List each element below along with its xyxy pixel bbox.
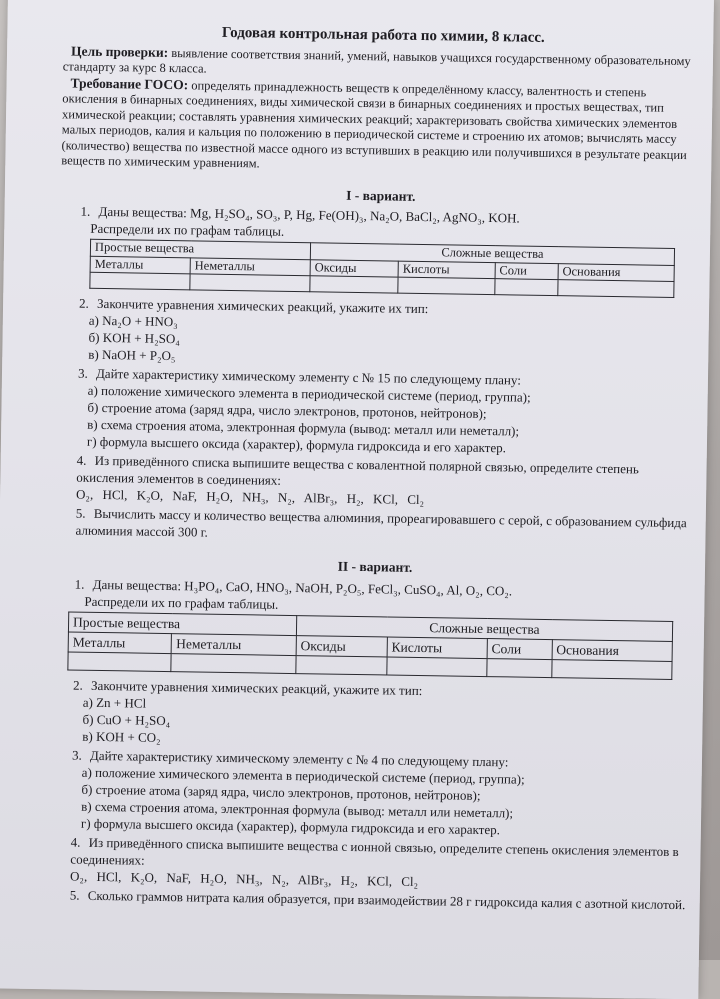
v2-question-4 (50, 833, 691, 894)
reaction-a: а) Na₂O + HNO₃ (88, 312, 178, 330)
variant-1 (55, 183, 701, 549)
sheet-content (50, 23, 704, 913)
question-number: 5. (75, 505, 86, 521)
question-number: 1. (80, 203, 91, 219)
plan-item-d: г) формула высшего оксида (характер), формула гидроксида и его характер. (86, 433, 507, 456)
question-text: Даны вещества: Mg, H₂SO₄, SO₃, P, Hg, Fe(OH)₃, Na₂O, BaCl₂, AgNO₃, KOH. (98, 203, 520, 226)
empty-cell (190, 274, 310, 292)
question-text: Из приведённого списка выпишите вещества с ковалентной полярной связью, определите степень окисления элементов в соединениях: (76, 452, 639, 488)
variant-2 (50, 552, 695, 913)
header-complex-substances: Сложные вещества (296, 616, 672, 642)
plan-item-c: в) схема строения атома, электронная формула (вывод: металл или неметалл); (87, 416, 520, 439)
empty-cell (68, 652, 172, 672)
requirement-text: определять принадлежность веществ к определённому классу, валентность и степень окисления в бинарных соединениях, виды химической связи в бинарных соединениях и простых веществах, тип химической реакции; составлять уравнения химических реакций; характеризовать свойства химических элементов малых периодов, калия и кальция по положению в периодической системе и строению их атомов; вычислять массу (количество) вещества по известной массе одного из вступивших в реакцию или получившихся в результате реакции веществ по химическим уравнениям. (61, 77, 687, 171)
question-text: Даны вещества: H₃PO₄, CaO, HNO₃, NaOH, P₂O₅, FeCl₃, CuSO₄, Al, O₂, CO₂. (92, 576, 513, 599)
col-acids: Кислоты (387, 637, 487, 659)
col-salts: Соли (495, 262, 558, 279)
plan-item-b: б) строение атома (заряд ядра, число электронов, протонов, нейтронов); (81, 781, 481, 803)
question-number: 1. (74, 576, 85, 592)
plan-item-a: а) положение химического элемента в периодической системе (период, группа); (87, 382, 531, 405)
v1-classification-table (89, 239, 675, 298)
question-text: Закончите уравнения химических реакций, укажите их тип: (96, 295, 429, 317)
empty-cell (487, 659, 552, 678)
question-text: Дайте характеристику химическому элементу с № 15 по следующему плану: (95, 365, 522, 388)
empty-cell (398, 277, 495, 295)
col-oxides: Оксиды (296, 636, 387, 657)
question-subtext: Распредели их по графам таблицы. (90, 220, 285, 239)
empty-cell (495, 279, 558, 296)
col-oxides: Оксиды (310, 259, 398, 277)
question-number: 4. (70, 834, 81, 850)
question-number: 2. (78, 295, 89, 311)
col-acids: Кислоты (398, 261, 495, 279)
formula-list: O₂, HCl, K₂O, NaF, H₂O, NH₃, N₂, AlBr₃, H₂, KCl, Cl₂ (69, 868, 419, 890)
requirement-paragraph (61, 75, 702, 179)
col-metals: Металлы (68, 632, 172, 654)
question-text: Закончите уравнения химических реакций, укажите их тип: (90, 677, 423, 699)
question-subtext: Распредели их по графам таблицы. (84, 593, 279, 612)
reaction-c: в) KOH + CO₂ (82, 728, 161, 745)
col-bases: Основания (552, 640, 673, 662)
header-simple-substances: Простые вещества (68, 612, 296, 636)
formula-list: O₂, HCl, K₂O, NaF, H₂O, NH₃, N₂, AlBr₃, H₂, KCl, Cl₂ (75, 486, 425, 508)
empty-cell (296, 656, 387, 675)
question-text: Дайте характеристику химическому элементу с № 4 по следующему плану: (89, 747, 509, 770)
col-nonmetals: Неметаллы (172, 634, 297, 656)
question-text: Сколько граммов нитрата калия образуется, при взаимодействии 28 г гидроксида калия с азотной кислотой. (87, 887, 686, 913)
v2-question-2 (52, 676, 693, 754)
v2-classification-table (67, 611, 673, 679)
variant-1-heading: I - вариант. (346, 187, 416, 204)
reaction-b: б) CuO + H₂SO₄ (82, 711, 171, 729)
v1-question-3 (57, 364, 698, 459)
question-number: 3. (77, 365, 88, 381)
header-simple-substances: Простые вещества (90, 239, 310, 259)
question-number: 2. (72, 677, 83, 693)
v2-question-3 (51, 746, 692, 841)
requirement-label: Требование ГОСО: (70, 74, 189, 92)
question-text: Вычислить массу и количество вещества алюминия, прореагировавшего с серой, с образованием сульфида алюминия массой 300 г. (75, 505, 687, 540)
v1-question-4 (56, 451, 697, 512)
question-number: 5. (69, 887, 80, 903)
empty-cell (558, 280, 674, 298)
empty-cell (310, 276, 398, 293)
plan-item-a: а) положение химического элемента в периодической системе (период, группа); (81, 764, 525, 787)
reaction-b: б) KOH + H₂SO₄ (88, 329, 180, 347)
empty-cell (551, 660, 672, 680)
intro (61, 43, 703, 179)
empty-cell (387, 657, 487, 677)
reaction-c: в) NaOH + P₂O₅ (88, 346, 176, 364)
question-text: Из приведённого списка выпишите вещества с ионной связью, определите степень окисления элементов в соединениях: (70, 834, 679, 868)
col-metals: Металлы (90, 256, 190, 274)
reaction-a: а) Zn + HCl (82, 694, 147, 711)
goal-text: выявление соответствия знаний, умений, навыков учащихся государственному образовательному стандарту за курс 8 класса. (62, 45, 691, 76)
empty-cell (171, 654, 296, 674)
page-title: Годовая контрольная работа по химии, 8 класс. (221, 24, 545, 46)
v1-question-2 (58, 294, 699, 372)
question-number: 3. (71, 747, 82, 763)
col-bases: Основания (558, 263, 674, 281)
col-nonmetals: Неметаллы (190, 257, 310, 275)
plan-item-d: г) формула высшего оксида (характер), формула гидроксида и его характер. (80, 815, 501, 838)
plan-item-b: б) строение атома (заряд ядра, число электронов, протонов, нейтронов); (87, 399, 487, 422)
empty-cell (90, 272, 190, 290)
header-complex-substances: Сложные вещества (310, 243, 674, 265)
v1-question-5 (55, 504, 695, 548)
question-number: 4. (76, 452, 87, 468)
plan-item-c: в) схема строения атома, электронная формула (вывод: металл или неметалл); (81, 798, 514, 821)
col-salts: Соли (487, 639, 552, 660)
goal-label: Цель проверки: (70, 42, 169, 60)
variant-2-heading: II - вариант. (337, 558, 413, 575)
